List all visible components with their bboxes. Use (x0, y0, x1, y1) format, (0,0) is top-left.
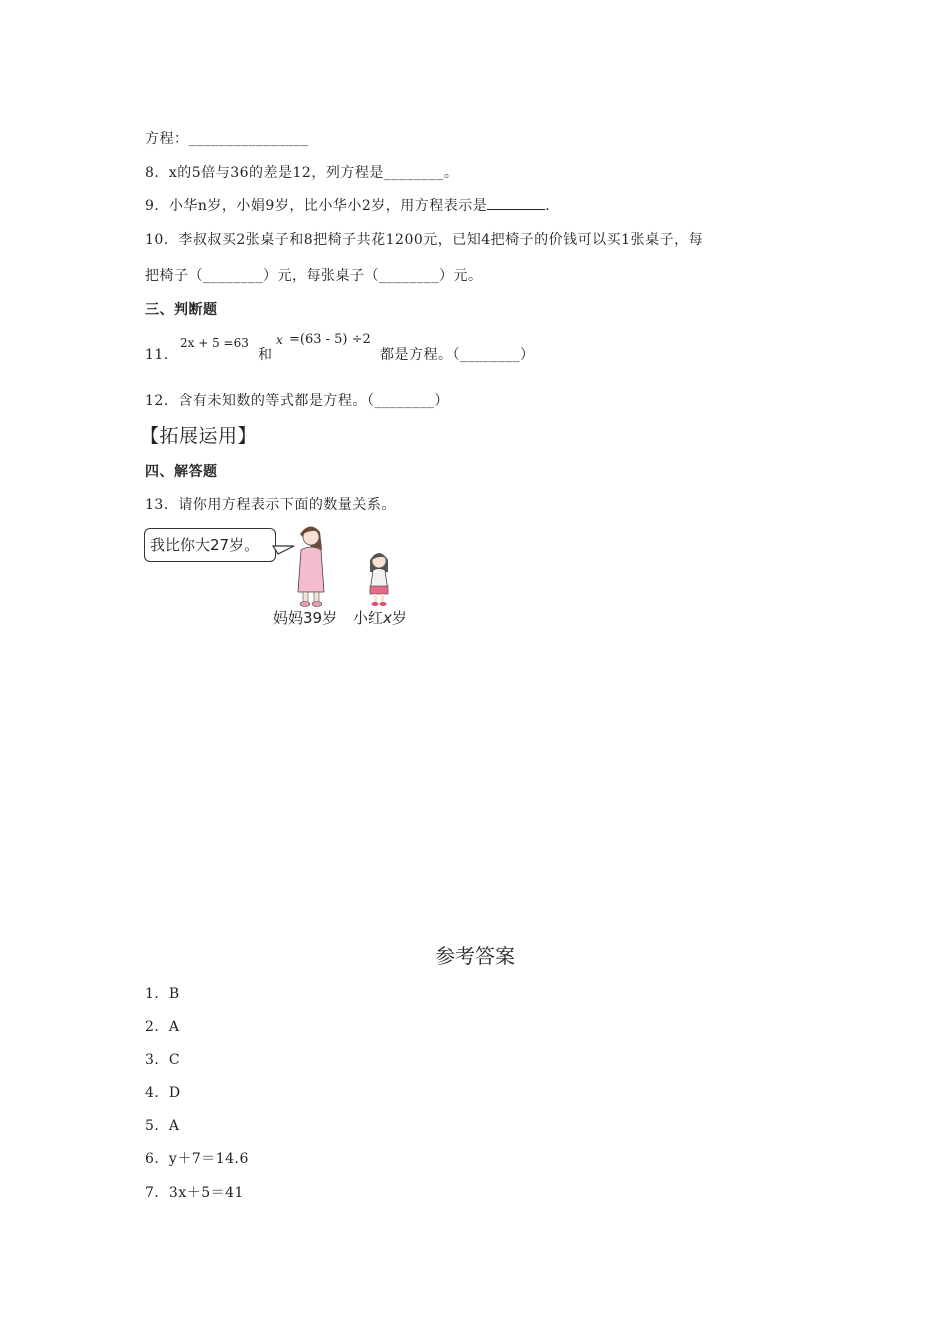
equation-2-variable: x (276, 333, 283, 347)
mother-figure (298, 526, 324, 606)
girl-caption-name: 小红 (353, 609, 384, 627)
equation-label: 方程：________________ (145, 131, 309, 147)
equation-2: =(63 - 5) ÷2 (289, 332, 371, 347)
girl-caption-unit: 岁 (391, 609, 407, 627)
girl-figure (370, 553, 388, 606)
question-11 (145, 344, 178, 364)
question-9-end: . (545, 198, 551, 214)
bubble-tail (273, 546, 294, 554)
extension-heading: 【拓展运用】 (140, 425, 258, 447)
answer-blank (487, 197, 545, 210)
question-12: 12．含有未知数的等式都是方程。（________） (145, 393, 449, 409)
question-11-number: 11． (145, 347, 179, 363)
answer-item: 1．B (145, 986, 180, 1002)
answer-item: 3．C (145, 1052, 181, 1068)
question-8: 8．x的5倍与36的差是12，列方程是________。 (145, 165, 459, 181)
speech-bubble-text: 我比你大27岁。 (150, 536, 260, 554)
question-9-text: 9．小华n岁，小娟9岁，比小华小2岁，用方程表示是 (145, 198, 488, 214)
and-word: 和 (258, 347, 272, 363)
answers-title: 参考答案 (435, 944, 515, 968)
mother-daughter-illustration (270, 520, 430, 610)
girl-caption-variable: x (383, 609, 392, 627)
question-10-line1: 10．李叔叔买2张桌子和8把椅子共花1200元，已知4把椅子的价钱可以买1张桌子，每 (145, 232, 704, 248)
question-9 (145, 195, 550, 215)
section-4-heading: 四、解答题 (145, 464, 218, 480)
answer-item: 2．A (145, 1019, 180, 1035)
answer-item: 4．D (145, 1085, 181, 1101)
question-13: 13．请你用方程表示下面的数量关系。 (145, 497, 396, 513)
section-3-heading: 三、判断题 (145, 302, 218, 318)
question-11-tail: 都是方程。（________） (380, 347, 535, 363)
answer-item: 6．y＋7＝14.6 (145, 1151, 249, 1167)
question-10-line2: 把椅子（________）元，每张桌子（________）元。 (145, 268, 483, 284)
answer-item: 5．A (145, 1118, 180, 1134)
mother-caption: 妈妈39岁 (273, 609, 338, 627)
girl-caption (353, 607, 407, 628)
answer-item: 7．3x＋5＝41 (145, 1185, 244, 1201)
equation-1: 2x + 5 =63 (180, 336, 249, 350)
